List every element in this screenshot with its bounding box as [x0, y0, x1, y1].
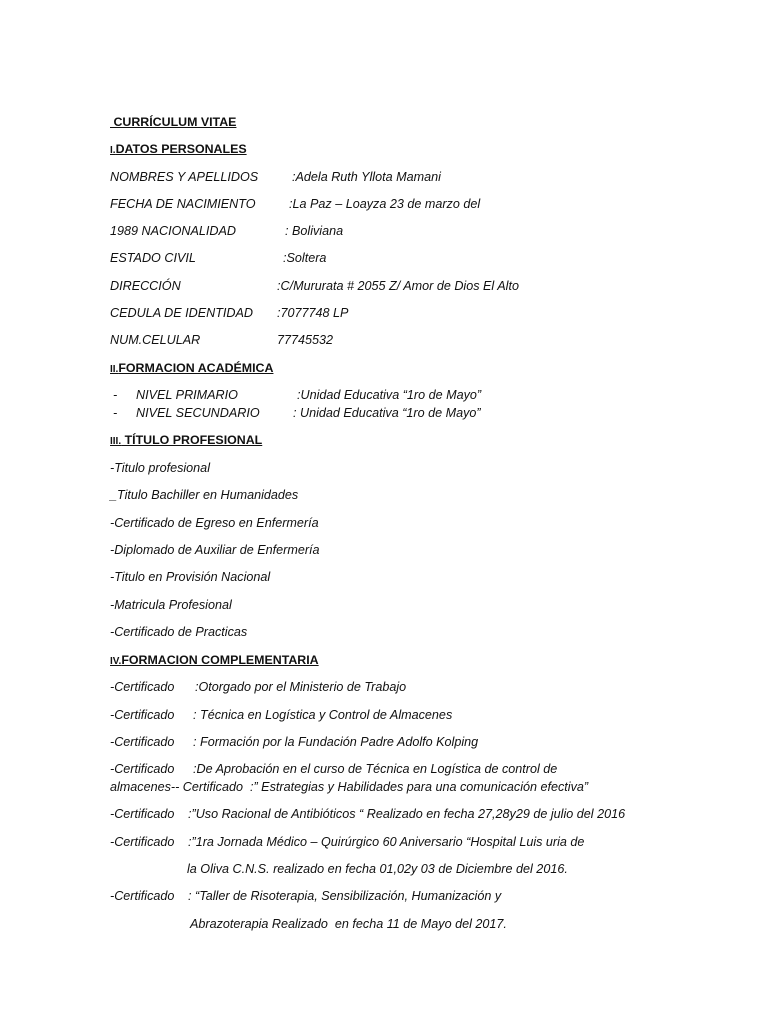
cert-label: -Certificado — [110, 735, 175, 749]
personal-names-label: NOMBRES Y APELLIDOS — [110, 170, 259, 184]
academic-level-secondary: NIVEL SECUNDARIO — [136, 406, 260, 420]
personal-names-value: :Adela Ruth Yllota Mamani — [292, 170, 441, 184]
personal-address-value: :C/Mururata # 2055 Z/ Amor de Dios El Alto — [277, 279, 519, 293]
personal-birth-label: FECHA DE NACIMIENTO — [110, 197, 256, 211]
section-title: FORMACION COMPLEMENTARIA — [121, 653, 319, 667]
personal-phone-label: NUM.CELULAR — [110, 333, 201, 347]
title-item: -Titulo en Provisión Nacional — [110, 570, 271, 584]
section-number: IV. — [110, 656, 122, 667]
cert-text: :”Uso Racional de Antibióticos “ Realizado en fecha 27,28y29 de julio del 2016 — [188, 807, 626, 821]
cert-text: : Técnica en Logística y Control de Almacenes — [193, 708, 453, 722]
personal-phone-value: 77745532 — [277, 333, 334, 347]
cert-label: -Certificado — [110, 762, 175, 776]
personal-address-label: DIRECCIÓN — [110, 279, 181, 293]
academic-school-secondary: : Unidad Educativa “1ro de Mayo” — [293, 406, 481, 420]
cert-text-continuation: almacenes-- Certificado :” Estrategias y Habilidades para una comunicación efectiva” — [110, 780, 589, 794]
cert-text-continuation: la Oliva C.N.S. realizado en fecha 01,02y 03 de Diciembre del 2016. — [187, 862, 568, 876]
personal-id-label: CEDULA DE IDENTIDAD — [110, 306, 253, 320]
title-item: -Titulo profesional — [110, 461, 210, 475]
title-item: -Matricula Profesional — [110, 598, 232, 612]
section-number: III. — [110, 436, 122, 447]
cert-label: -Certificado — [110, 680, 175, 694]
cv-title — [110, 114, 236, 130]
cert-label: -Certificado — [110, 708, 175, 722]
personal-civil-label: ESTADO CIVIL — [110, 251, 196, 265]
section-heading-academic — [110, 360, 273, 378]
cert-text: : “Taller de Risoterapia, Sensibilización, Humanización y — [188, 889, 502, 903]
list-bullet: - — [113, 406, 118, 420]
cert-text: :Otorgado por el Ministerio de Trabajo — [195, 680, 407, 694]
section-title: FORMACION ACADÉMICA — [118, 361, 274, 375]
cert-text-continuation: Abrazoterapia Realizado en fecha 11 de Mayo del 2017. — [190, 917, 507, 931]
academic-school-primary: :Unidad Educativa “1ro de Mayo” — [297, 388, 482, 402]
section-number: II. — [110, 364, 119, 375]
personal-nationality-value: : Boliviana — [285, 224, 344, 238]
personal-birth-value: :La Paz – Loayza 23 de marzo del — [289, 197, 481, 211]
cert-label: -Certificado — [110, 835, 175, 849]
section-number: I. — [110, 145, 116, 156]
cert-text: :De Aprobación en el curso de Técnica en Logística de control de — [193, 762, 558, 776]
section-title: DATOS PERSONALES — [115, 142, 247, 156]
cv-title-text: CURRÍCULUM VITAE — [110, 115, 237, 129]
personal-id-value: :7077748 LP — [277, 306, 349, 320]
title-item: -Diplomado de Auxiliar de Enfermería — [110, 543, 320, 557]
personal-nationality-label: 1989 NACIONALIDAD — [110, 224, 236, 238]
title-item: -Certificado de Practicas — [110, 625, 248, 639]
personal-civil-value: :Soltera — [283, 251, 327, 265]
section-heading-complementary — [110, 652, 319, 670]
section-title: TÍTULO PROFESIONAL — [121, 433, 263, 447]
title-item: _Titulo Bachiller en Humanidades — [110, 488, 299, 502]
cert-label: -Certificado — [110, 807, 175, 821]
cert-text: : Formación por la Fundación Padre Adolfo Kolping — [193, 735, 479, 749]
section-heading-title — [110, 432, 262, 450]
list-bullet: - — [113, 388, 118, 402]
academic-level-primary: NIVEL PRIMARIO — [136, 388, 238, 402]
cert-text: :”1ra Jornada Médico – Quirúrgico 60 Aniversario “Hospital Luis uria de — [188, 835, 585, 849]
section-heading-personal — [110, 141, 247, 159]
cert-label: -Certificado — [110, 889, 175, 903]
title-item: -Certificado de Egreso en Enfermería — [110, 516, 319, 530]
